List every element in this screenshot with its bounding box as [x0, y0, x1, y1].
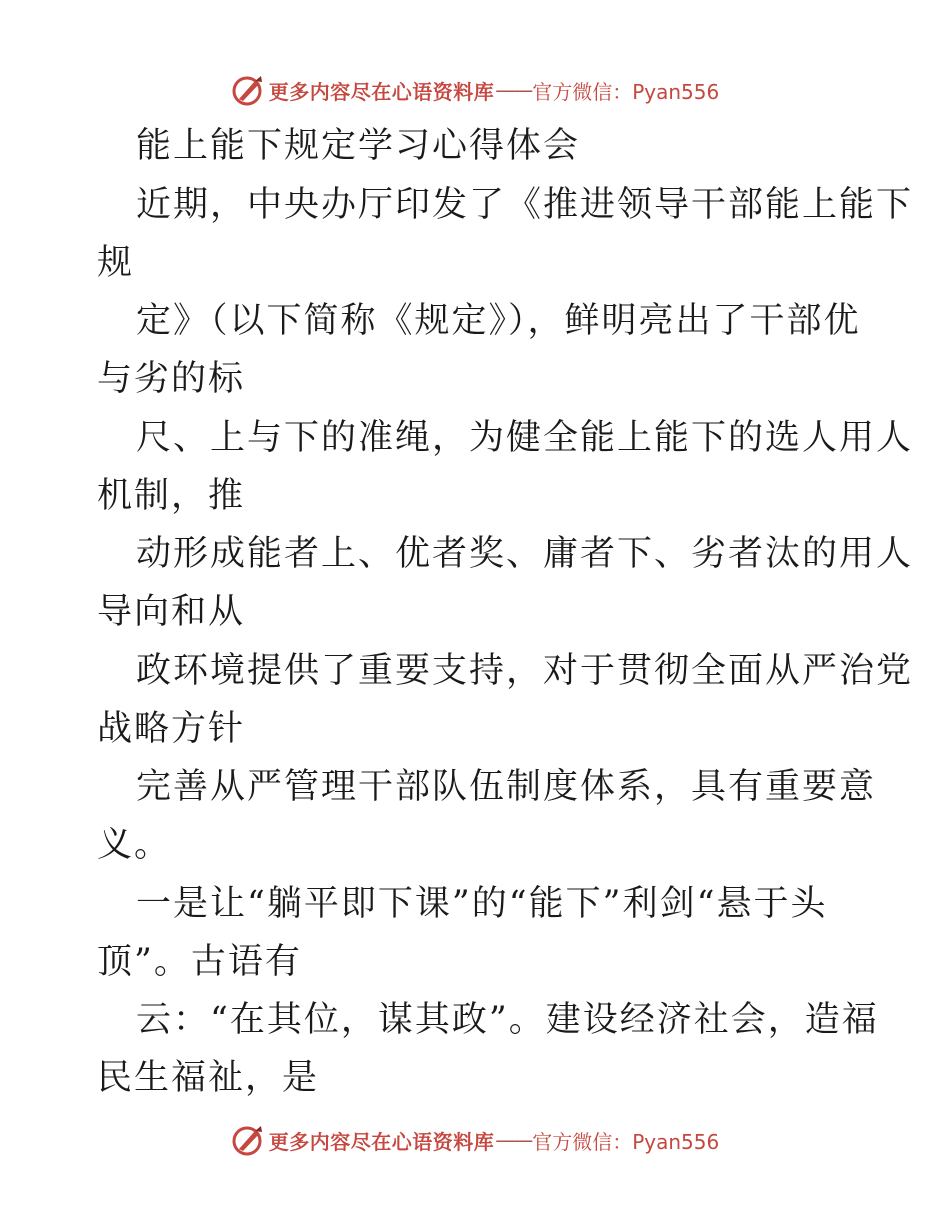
- paragraph-line: 战略方针: [97, 709, 246, 749]
- banner-dash: ——: [495, 78, 532, 102]
- pen-logo-icon: [231, 1123, 265, 1157]
- paragraph-line: 完善从严管理干部队伍制度体系，具有重要意: [136, 767, 877, 807]
- banner-main-text: 更多内容尽在心语资料库: [268, 79, 495, 104]
- paragraph-line: 导向和从: [97, 592, 246, 632]
- paragraph-line: 一是让“躺平即下课”的“能下”利剑“悬于头: [136, 884, 828, 924]
- paragraph-line: 云：“在其位，谋其政”。建设经济社会，造福: [136, 1000, 879, 1040]
- paragraph-line: 义。: [97, 825, 172, 865]
- pen-logo-icon: [231, 73, 265, 107]
- document-title: 能上能下规定学习心得体会: [136, 126, 581, 166]
- paragraph-line: 近期，中央办厅印发了《推进领导干部能上能下: [136, 185, 914, 225]
- banner-wechat-text: 官方微信：Pyan556: [532, 1129, 720, 1154]
- paragraph-line: 民生福祉，是: [97, 1058, 320, 1098]
- paragraph-line: 动形成能者上、优者奖、庸者下、劣者汰的用人: [136, 534, 914, 574]
- paragraph-line: 顶”。古语有: [97, 942, 302, 982]
- paragraph-line: 政环境提供了重要支持，对于贯彻全面从严治党: [136, 651, 914, 691]
- header-banner: [0, 70, 950, 110]
- banner-dash: ——: [495, 1128, 532, 1152]
- paragraph-line: 机制，推: [97, 476, 246, 516]
- paragraph-line: 尺、上与下的准绳，为健全能上能下的选人用人: [136, 418, 914, 458]
- footer-banner: [0, 1120, 950, 1160]
- banner-wechat-text: 官方微信：Pyan556: [532, 79, 720, 104]
- paragraph-line: 与劣的标: [97, 359, 246, 399]
- paragraph-line: 规: [97, 243, 135, 283]
- paragraph-line: 定》（以下简称《规定》），鲜明亮出了干部优: [136, 301, 861, 341]
- banner-main-text: 更多内容尽在心语资料库: [268, 1129, 495, 1154]
